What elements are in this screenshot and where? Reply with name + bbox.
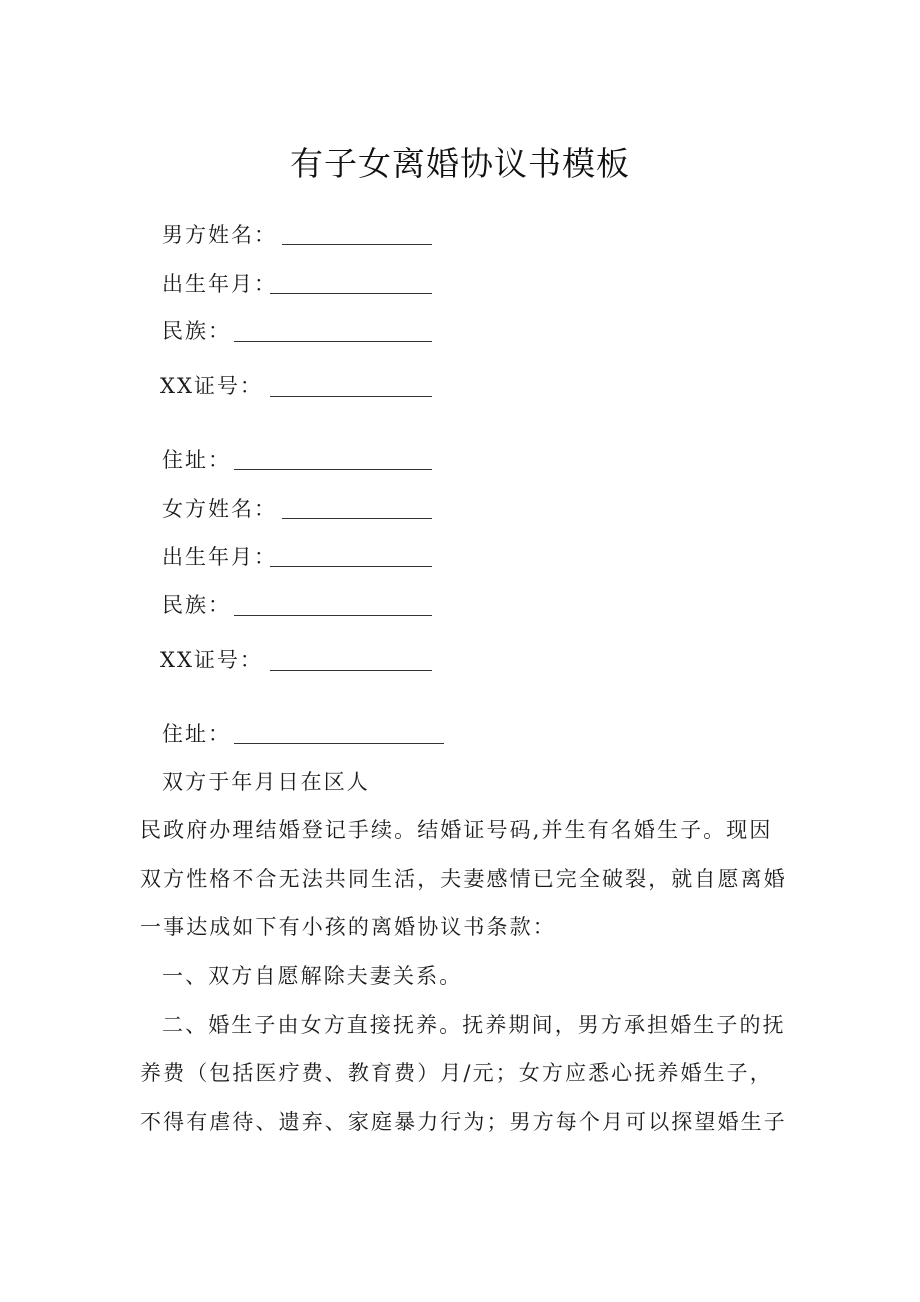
male-name-field bbox=[162, 222, 277, 248]
female-ethnicity-field bbox=[162, 592, 231, 618]
clause-1: 一、双方自愿解除夫妻关系。 bbox=[162, 964, 463, 988]
female-name-label: 女方姓名： bbox=[162, 497, 277, 521]
male-ethnicity-blank[interactable] bbox=[234, 341, 432, 342]
female-address-field bbox=[162, 721, 231, 747]
male-id-label: XX证号： bbox=[160, 374, 263, 398]
male-birth-field bbox=[162, 271, 277, 297]
male-address-field bbox=[162, 447, 231, 473]
male-name-blank[interactable] bbox=[282, 244, 432, 245]
clause-2-line-1: 二、婚生子由女方直接抚养。抚养期间，男方承担婚生子的抚 bbox=[162, 1013, 786, 1037]
female-id-field bbox=[160, 647, 263, 673]
male-ethnicity-label: 民族： bbox=[162, 319, 231, 343]
female-id-label: XX证号： bbox=[160, 648, 263, 672]
female-ethnicity-blank[interactable] bbox=[234, 615, 432, 616]
female-birth-label: 出生年月： bbox=[162, 545, 277, 569]
female-address-blank[interactable] bbox=[234, 743, 444, 744]
female-id-blank[interactable] bbox=[270, 670, 432, 671]
clause-2-line-2: 养费（包括医疗费、教育费）月/元；女方应悉心抚养婚生子， bbox=[140, 1061, 773, 1085]
female-address-label: 住址： bbox=[162, 722, 231, 746]
male-birth-blank[interactable] bbox=[270, 293, 432, 294]
male-birth-label: 出生年月： bbox=[162, 272, 277, 296]
female-birth-field bbox=[162, 544, 277, 570]
female-ethnicity-label: 民族： bbox=[162, 593, 231, 617]
male-id-field bbox=[160, 373, 263, 399]
male-id-blank[interactable] bbox=[270, 396, 432, 397]
male-address-blank[interactable] bbox=[234, 469, 432, 470]
female-name-field bbox=[162, 496, 277, 522]
document-title: 有子女离婚协议书模板 bbox=[290, 144, 630, 183]
male-ethnicity-field bbox=[162, 318, 231, 344]
male-name-label: 男方姓名： bbox=[162, 223, 277, 247]
male-address-label: 住址： bbox=[162, 448, 231, 472]
body-line-1: 双方于年月日在区人 bbox=[162, 770, 370, 794]
body-line-4: 一事达成如下有小孩的离婚协议书条款： bbox=[140, 915, 556, 939]
female-name-blank[interactable] bbox=[282, 518, 432, 519]
clause-2-line-3: 不得有虐待、遗弃、家庭暴力行为；男方每个月可以探望婚生子 bbox=[140, 1110, 787, 1134]
body-line-2: 民政府办理结婚登记手续。结婚证号码,并生有名婚生子。现因 bbox=[140, 818, 773, 842]
body-line-3: 双方性格不合无法共同生活，夫妻感情已完全破裂，就自愿离婚 bbox=[140, 867, 787, 891]
female-birth-blank[interactable] bbox=[270, 566, 432, 567]
